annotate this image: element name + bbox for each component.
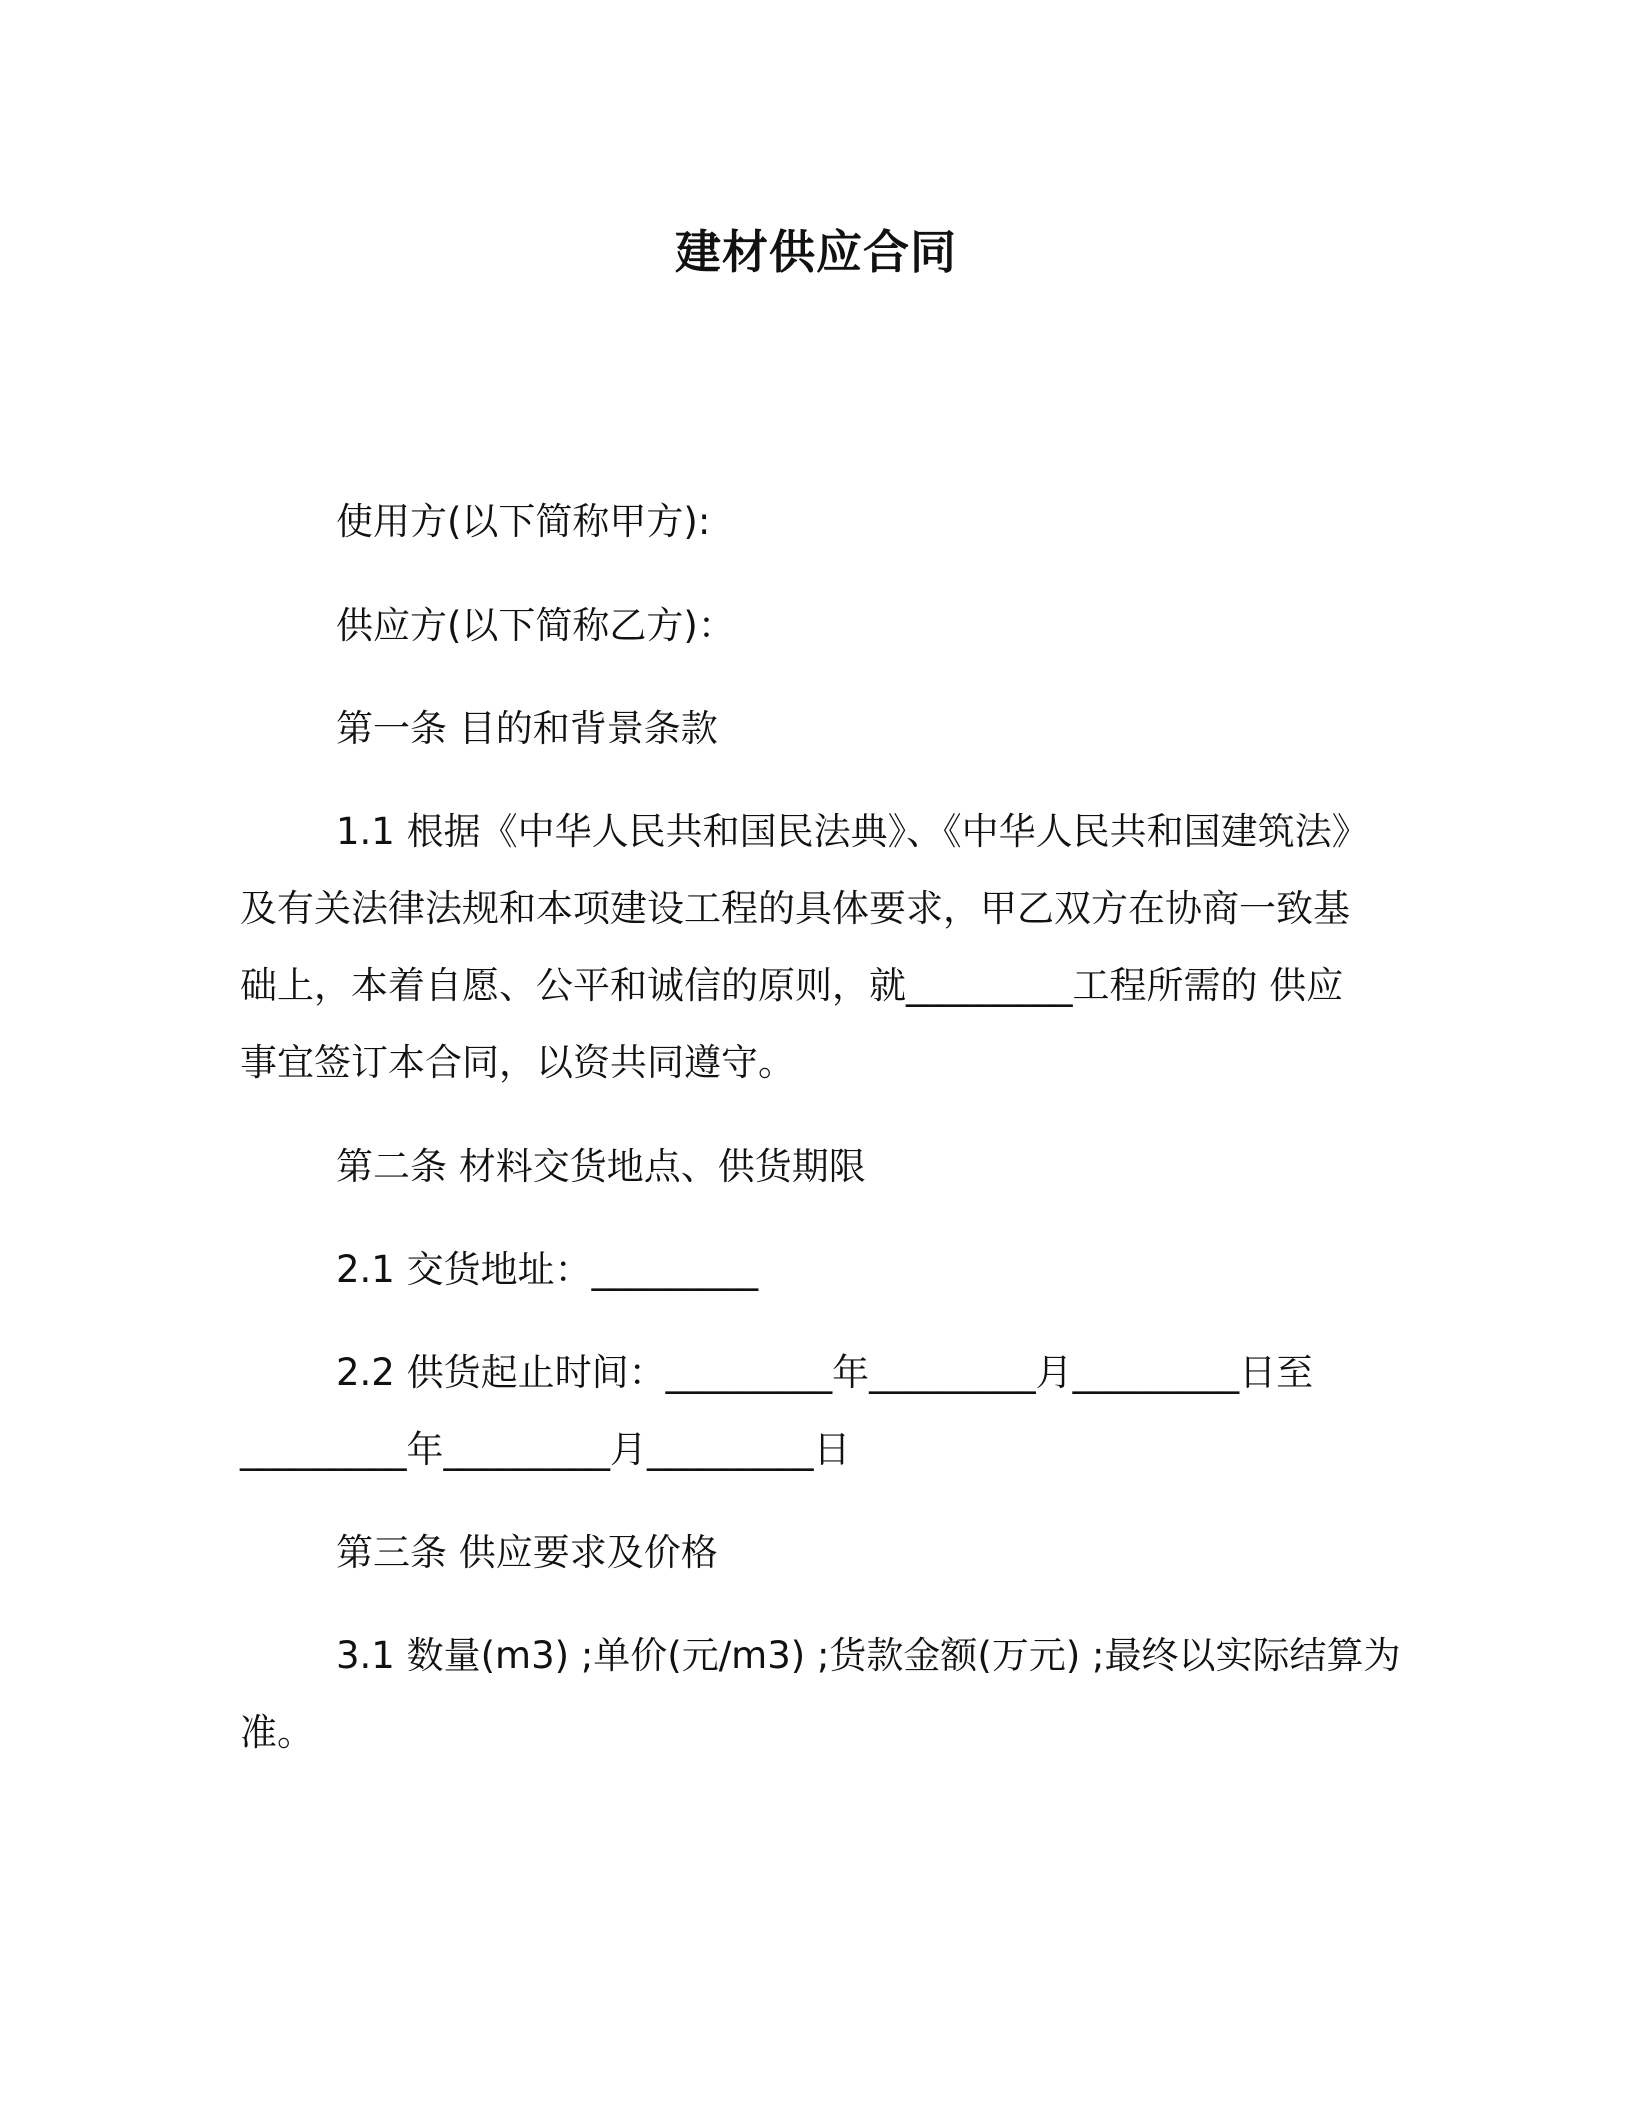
party-a-line: 使用方(以下简称甲方): bbox=[336, 500, 711, 543]
clause-3-1 bbox=[240, 1617, 1401, 1771]
clause-1-1 bbox=[240, 793, 1390, 1101]
party-b-line: 供应方(以下简称乙方)： bbox=[336, 604, 735, 647]
article-1-heading: 第一条 目的和背景条款 bbox=[336, 707, 718, 750]
clause-2-2-line-1: 2.2 供货起止时间：_________年_________月_________日至 bbox=[336, 1351, 1314, 1394]
clause-3-1-line-1: 3.1 数量(m3) ;单价(元/m3) ;货款金额(万元) ;最终以实际结算为 bbox=[336, 1634, 1401, 1677]
document-title: 建材供应合同 bbox=[675, 225, 957, 279]
clause-2-1: 2.1 交货地址：_________ bbox=[336, 1248, 759, 1291]
clause-1-1-line-1: 1.1 根据《中华人民共和国民法典》、《中华人民共和国建筑法》 bbox=[336, 810, 1369, 853]
clause-3-1-line-2: 准。 bbox=[240, 1711, 314, 1754]
article-2-heading: 第二条 材料交货地点、供货期限 bbox=[336, 1145, 866, 1188]
clause-1-1-line-2: 及有关法律法规和本项建设工程的具体要求，甲乙双方在协商一致基 bbox=[240, 887, 1350, 930]
article-3-heading: 第三条 供应要求及价格 bbox=[336, 1531, 718, 1574]
clause-2-2 bbox=[240, 1334, 1390, 1488]
clause-1-1-line-3: 础上，本着自愿、公平和诚信的原则，就_________工程所需的 供应 bbox=[240, 964, 1344, 1007]
clause-1-1-line-4: 事宜签订本合同，以资共同遵守。 bbox=[240, 1041, 795, 1084]
clause-2-2-line-2: _________年_________月_________日 bbox=[240, 1428, 851, 1471]
